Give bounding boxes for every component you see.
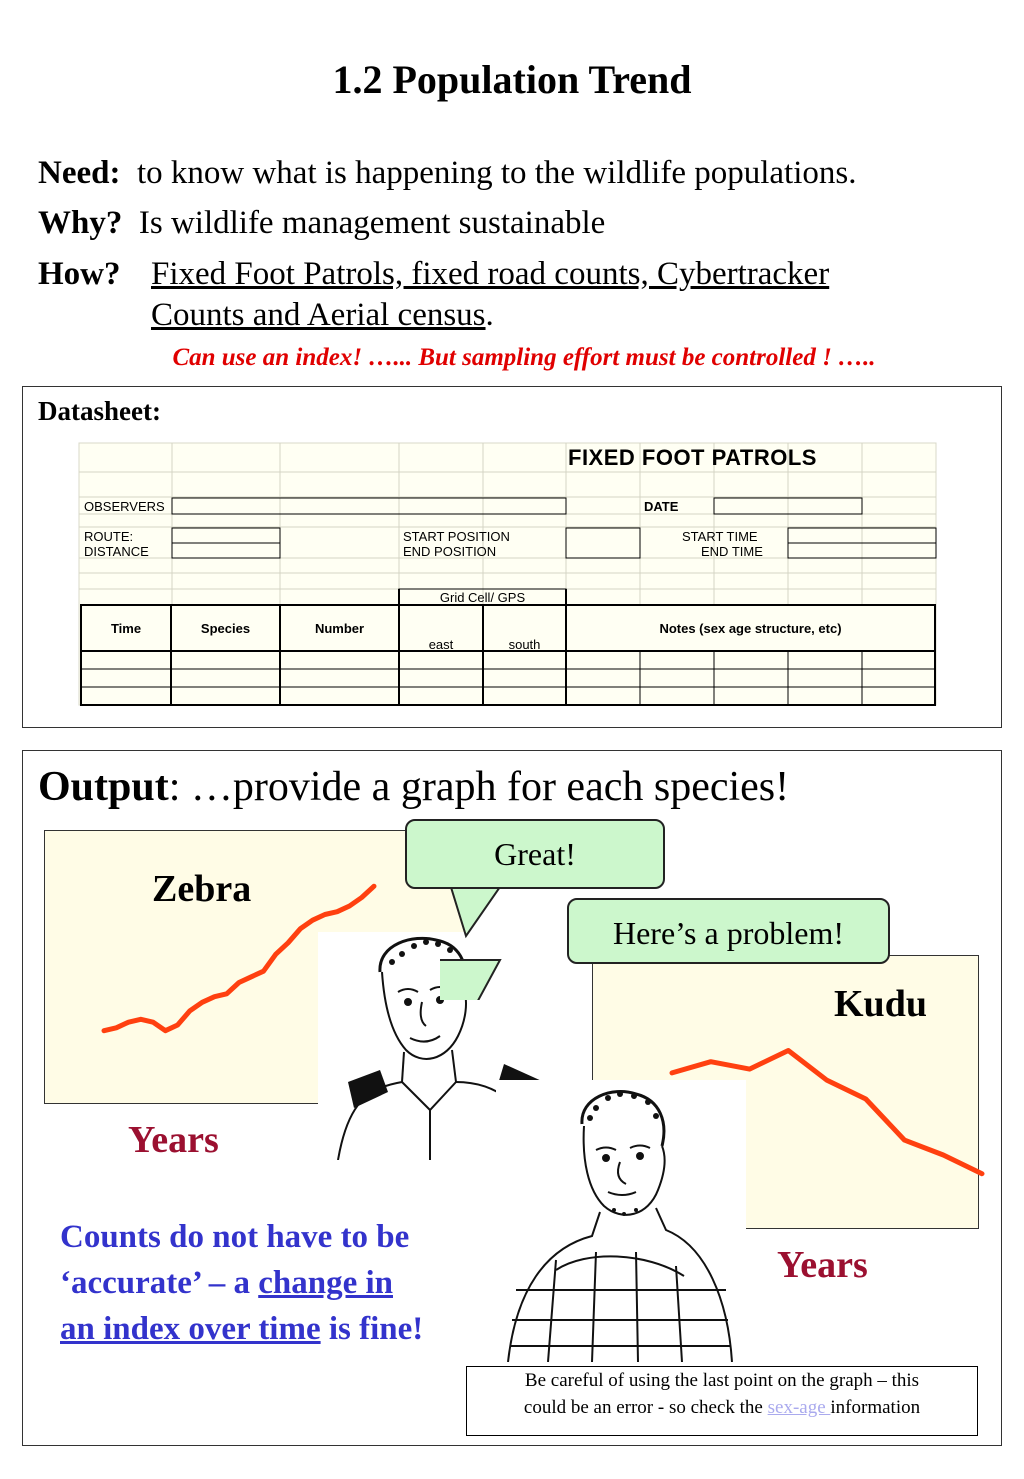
need-label: Need: <box>38 155 121 191</box>
caution-line1: Be careful of using the last point on the graph – this <box>524 1370 920 1391</box>
counts-line3-link: an index over time <box>60 1311 321 1347</box>
great-bubble-tail <box>450 884 502 936</box>
col-south: south <box>508 637 541 652</box>
why-text: Is wildlife management sustainable <box>138 205 606 241</box>
counts-line2-text: ‘accurate’ – a <box>60 1265 259 1301</box>
how-line2 <box>151 297 494 334</box>
page-title: 1.2 Population Trend <box>332 57 692 102</box>
sampling-note: Can use an index! …... But sampling effort must be controlled ! ….. <box>172 344 876 371</box>
end-time-label: END TIME <box>701 544 763 559</box>
col-east: east <box>428 637 454 652</box>
datasheet-form <box>78 442 938 708</box>
start-position-label: START POSITION <box>403 529 510 544</box>
kudu-title: Kudu <box>834 983 927 1025</box>
output-heading <box>38 763 789 811</box>
problem-bubble: Here’s a problem! <box>567 898 890 964</box>
route-label: ROUTE: <box>84 529 134 544</box>
datasheet-title: FIXED FOOT PATROLS <box>568 445 817 470</box>
how-label: How? <box>38 256 121 292</box>
zebra-title: Zebra <box>152 868 252 910</box>
col-number: Number <box>314 621 365 636</box>
kudu-xlabel: Years <box>777 1244 868 1286</box>
great-bubble: Great! <box>405 819 665 889</box>
datasheet-label: Datasheet: <box>38 396 161 426</box>
counts-line2-link: change in <box>258 1265 393 1301</box>
col-notes: Notes (sex age structure, etc) <box>659 621 842 636</box>
need-text: to know what is happening to the wildlife populations. <box>136 155 857 191</box>
man-illustration <box>496 1080 746 1362</box>
end-position-label: END POSITION <box>403 544 497 559</box>
start-time-label: START TIME <box>682 529 758 544</box>
col-species: Species <box>200 621 251 636</box>
date-label: DATE <box>644 499 679 514</box>
distance-label: DISTANCE <box>84 544 149 559</box>
output-label: Output <box>38 764 169 810</box>
counts-line1: Counts do not have to be <box>60 1219 410 1255</box>
how-text-end: . <box>485 297 494 333</box>
counts-line2 <box>60 1260 423 1306</box>
col-time: Time <box>110 621 142 636</box>
counts-note <box>60 1214 423 1352</box>
caution-line2-text: could be an error - so check the <box>523 1397 768 1418</box>
caution-line2-end: information <box>830 1397 921 1418</box>
how-line1 <box>151 256 829 293</box>
caution-line2 <box>467 1394 977 1421</box>
need-row <box>38 155 856 192</box>
grid-cell-header: Grid Cell/ GPS <box>439 590 526 605</box>
counts-line3 <box>60 1306 423 1352</box>
observers-label: OBSERVERS <box>84 499 165 514</box>
problem-bubble-tail <box>440 960 500 1000</box>
output-text: : …provide a graph for each species! <box>168 764 790 810</box>
how-row <box>38 256 121 293</box>
caution-box <box>466 1366 978 1436</box>
counts-line3-text: is fine! <box>320 1311 424 1347</box>
zebra-xlabel: Years <box>128 1119 219 1161</box>
how-text-line1: Fixed Foot Patrols, fixed road counts, Cybertracker <box>151 256 830 292</box>
why-row <box>38 205 605 242</box>
why-label: Why? <box>38 205 123 241</box>
sex-age-link[interactable]: sex-age <box>767 1397 831 1418</box>
how-text-line2: Counts and Aerial census <box>151 297 486 333</box>
